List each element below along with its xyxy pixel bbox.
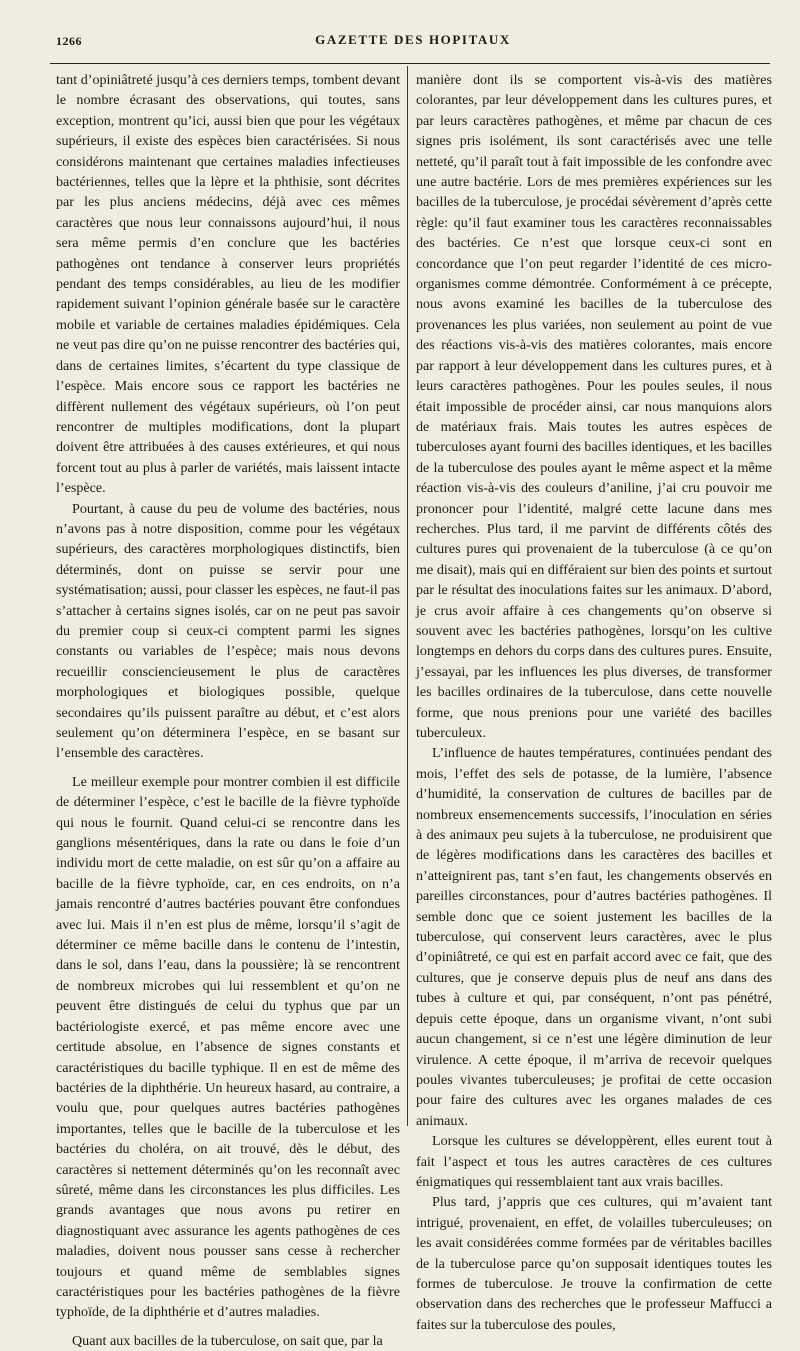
right-paragraph-1: manière dont ils se comportent vis-à-vis des matières colorantes, par leur développement dans les cultures pures, et par leurs caractères pathogènes, et même par chacun de ces signes pris isolément, ils sont caractérisés avec une telle netteté, qu’il paraît tout à fait impossible de les confondre avec une autre bactérie. Lors de mes premières expériences sur les bacilles de la tuberculose, je procédai sévèrement d’après cette règle: qu’il faut examiner tous les caractères reconnaissables des bactéries. Ce n’est que lorsque ceux-ci sont en concordance que l’on peut regarder l’identité de ces micro-organismes comme démontrée. Conformément à ce précepte, nous avons examiné les bacilles de la tuberculose des provenances les plus variées, non seulement au point de vue des réactions vis-à-vis des matières colorantes, mais encore par rapport à leur développement dans les cultures pures, et à leurs caractères pathogènes. Pour les poules seules, il nous était impossible de procéder ainsi, car nous manquions alors de matériaux frais. Mais toutes les autres espèces de tuberculoses ayant fourni des bacilles identiques, et les bacilles de la tuberculose des poules ayant le même aspect et la même réaction vis-à-vis des couleurs d’aniline, j’ai cru pouvoir me prononcer pour l’identité, malgré cette lacune dans mes recherches. Plus tard, il me parvint de différents côtés des cultures pures qui provenaient de la tuberculose (à ce qu’on me disait), mais qui en différaient sur bien des points et surtout par le résultat des inoculations faites sur les animaux. D’abord, je crus avoir affaire à ces changements qu’on observe si souvent avec les bactéries pathogènes, lorsqu’on les cultive longtemps en dehors du corps dans des cultures pures. Ensuite, j’essayai, par les influences les plus diverses, de transformer les bacilles ordinaires de la tuberculose, dans cette nouvelle forme, que nous prenions pour une variété des bacilles tuberculeux. — [416, 72, 772, 741]
right-paragraph-3: Lorsque les cultures se développèrent, elles eurent tout à fait l’aspect et tous les autres caractères de ces cultures énigmatiques qui ressemblaient tant aux vrais bacilles. — [416, 1133, 772, 1190]
right-column — [416, 70, 772, 1335]
left-column — [56, 70, 400, 1351]
right-paragraph-4: Plus tard, j’appris que ces cultures, qui m’avaient tant intrigué, provenaient, en effet, de volailles tuberculeuses; on les avait considérées comme formées par de véritables bacilles de la tuberculose parce qu’on supposait identiques toutes les formes de tuberculose. Je trouve la confirmation de cette observation dans des recherches que le professeur Maffucci a faites sur la tuberculose des poules, — [416, 1194, 772, 1333]
left-paragraph-4: Quant aux bacilles de la tuberculose, on sait que, par la — [72, 1332, 383, 1349]
left-paragraph-1: tant d’opiniâtreté jusqu’à ces derniers temps, tombent devant le nombre écrasant des observations, qui toutes, sans exception, montrent qu’ici, aussi bien que pour les végétaux supérieurs, il existe des espèces bien caractérisées. Si nous considérons maintenant que certaines maladies infectieuses bactériennes, telles que la lèpre et la phthisie, sont décrites par les plus anciens médecins, déjà avec ces mêmes caractères que nous leur connaissons aujourd’hui, il nous sera même permis d’en conclure que les bactéries pathogènes ont tendance à conserver leurs propriétés pendant des temps considérables, au lieu de les modifier rapidement suivant l’opinion générale basée sur le caractère mobile et variable de certaines maladies épidémiques. Cela ne veut pas dire qu’on ne puisse rencontrer des bactéries qui, dans de certaines limites, s’écartent du type classique de l’espèce. Mais encore sous ce rapport les bactéries ne diffèrent nullement des végétaux supérieurs, où l’on peut rencontrer de multiples modifications, dont la plupart doivent être attribuées à des causes extérieures, et qui nous forcent tout au plus à parler de variétés, mais laissent intacte l’espèce. — [56, 72, 400, 497]
header-rule — [50, 63, 770, 64]
journal-title: GAZETTE DES HOPITAUX — [315, 32, 511, 47]
page-header — [56, 34, 770, 52]
column-divider — [407, 66, 408, 1126]
left-paragraph-3: Le meilleur exemple pour montrer combien il est difficile de déterminer l’espèce, c’est le bacille de la fièvre typhoïde qui nous le fournit. Quand celui-ci se rencontre dans les ganglions mésentériques, dans la rate ou dans le foie d’un individu mort de cette maladie, on est sûr qu’on a affaire au bacille de la fièvre typhoïde, car, en ces endroits, on n’a jamais rencontré d’autres bactéries pouvant être confondues avec lui. Mais il n’en est plus de même, lorsqu’il s’agit de déterminer ce même bacille dans le contenu de l’intestin, dans le sol, dans l’eau, dans la poussière; là se rencontrent de nombreux microbes qui lui ressemblent et qu’on ne peuvent être distingués de celui du typhus que par un bactériologiste exercé, et pas même encore avec une certitude absolue, en l’absence de signes constants et caractéristiques du bacille typhique. Il en est de même des bactéries de la diphthérie. Un heureux hasard, au contraire, a voulu que, pour quelques autres bactéries pathogènes importantes, telles que le bacille de la tuberculose et les bactéries du choléra, on ait trouvé, dès le début, des caractères si nettement déterminés qu’on les reconnaît avec sûreté, même dans les circonstances les plus difficiles. Les grands avantages que nous avons pu retirer en diagnostiquant avec assurance les agents pathogènes de ces maladies, doivent nous pousser sans cesse à rechercher toujours et quand même de semblables signes caractéristiques pour les bactéries pathogènes de la fièvre typhoïde, de la diphthérie et d’autres maladies. — [56, 773, 400, 1321]
left-paragraph-2: Pourtant, à cause du peu de volume des bactéries, nous n’avons pas à notre disposition, comme pour les végétaux supérieurs, des caractères morphologiques distinctifs, bien déterminés, dont on puisse se servir pour une systématisation; aussi, pour classer les espèces, ne faut-il pas s’attacher à certains signes isolés, car on ne peut pas savoir du premier coup si ceux-ci comptent parmi les signes constants ou variables de l’espèce; mais nous devons recueillir consciencieusement le plus de caractères morphologiques et biologiques possible, quelque secondaires qu’ils puissent paraître au début, et c’est alors seulement qu’on déterminera l’espèce, en se basant sur l’ensemble des caractères. — [56, 500, 400, 762]
page-number: 1266 — [56, 34, 82, 48]
right-paragraph-2: L’influence de hautes températures, continuées pendant des mois, l’effet des sels de potasse, de la lumière, l’absence d’humidité, la conservation de cultures de bacilles par de nombreux ensemencements successifs, l’inoculation en séries à des animaux peu sujets à la tuberculose, ne produisirent que de légères modifications dans les caractères des bacilles et n’atteignirent pas, tant s’en faut, les changements observés en pareilles circonstances, pour d’autres bactéries pathogènes. Il semble donc que ce soient justement les bacilles de la tuberculose, qui conservent leurs caractères, avec le plus d’opiniâtreté, ce qui est en parfait accord avec ce fait, que des cultures, que je conserve depuis plus de neuf ans dans des tubes à culture et qui, par conséquent, n’ont pas pénétré, depuis cette époque, dans un organisme vivant, n’ont subi aucun changement, si ce n’est une légère diminution de leur virulence. A cette époque, il m’arriva de recevoir quelques poules vivantes tuberculeuses; je profitai de cette occasion pour faire des cultures avec les organes malades de ces animaux. — [416, 745, 772, 1129]
